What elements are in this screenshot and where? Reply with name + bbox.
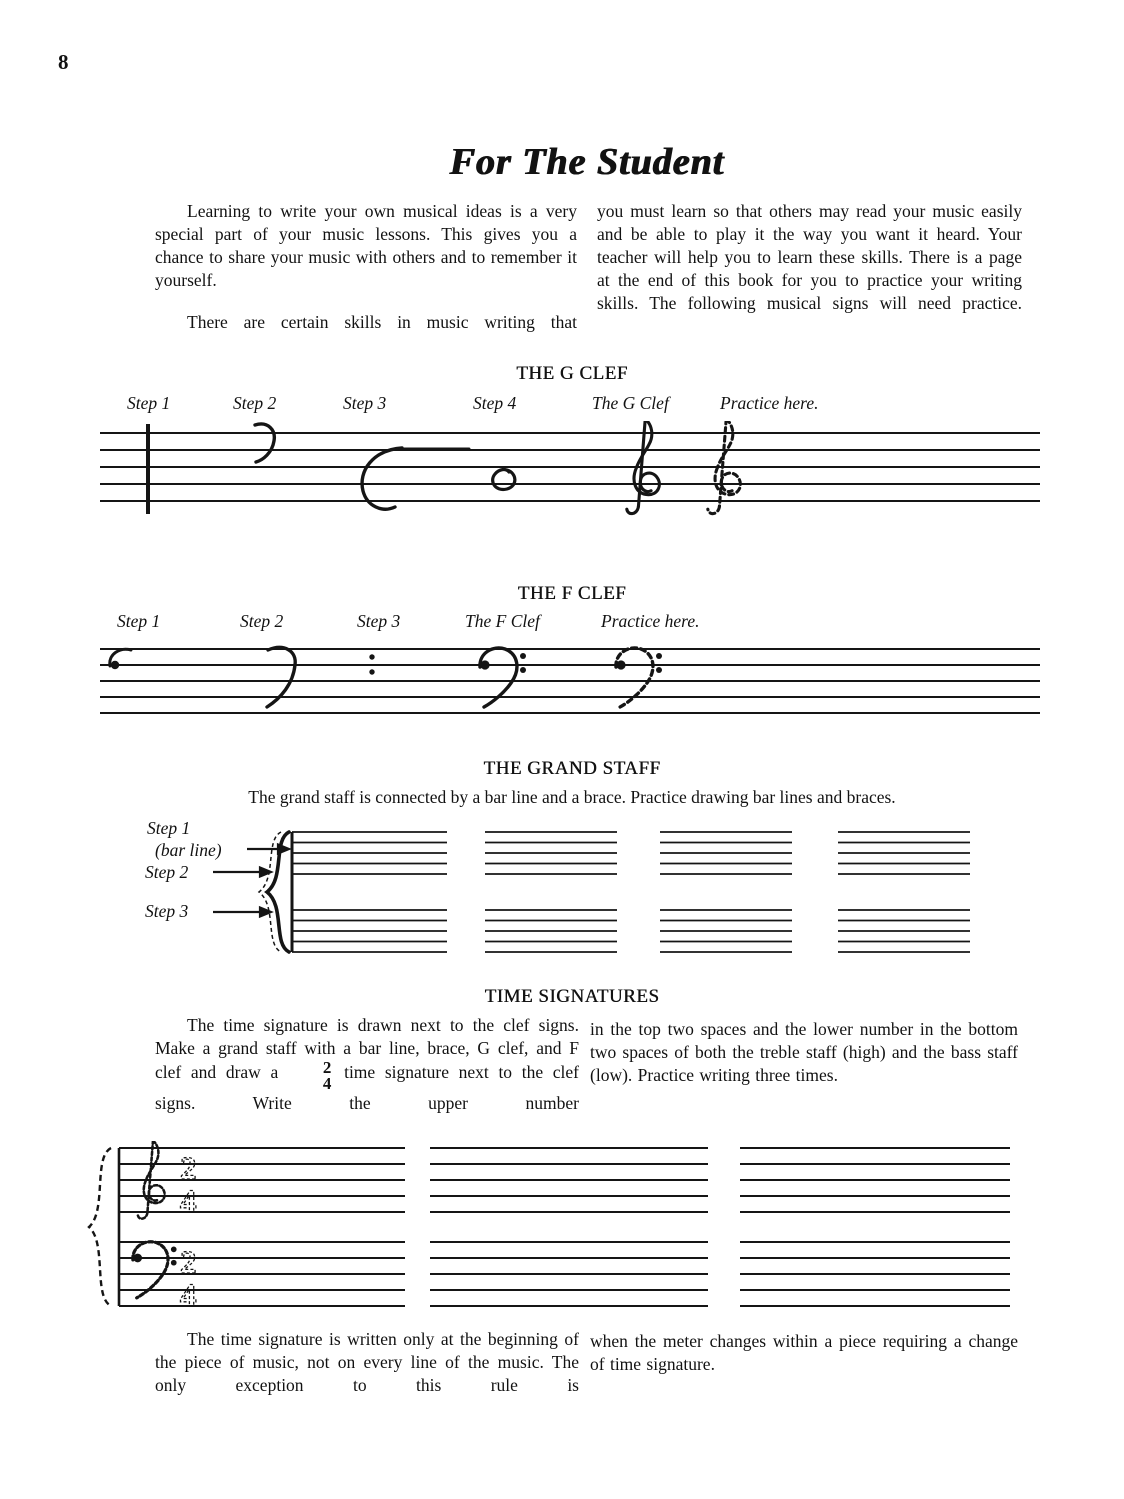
page-number: 8	[58, 50, 69, 74]
intro-paragraph-2: There are certain skills in music writing that	[187, 311, 577, 332]
practice-staves-diagram	[85, 1141, 1035, 1319]
bass-clef-icon	[480, 648, 526, 707]
g-clef-name-label: The G Clef	[592, 393, 669, 413]
f-clef-staff	[95, 641, 1045, 731]
example-grand-staff	[292, 832, 447, 952]
g-step3-curve-icon	[362, 448, 469, 509]
ts-text-before: The time signature is drawn next to the clef signs. Make a grand staff with a bar line, brace, G clef, and F clef and draw a	[155, 1015, 579, 1082]
grand-staff-instruction: The grand staff is connected by a bar line and a brace. Practice drawing bar lines and braces.	[248, 787, 896, 807]
closing-paragraph-left: The time signature is written only at the beginning of the piece of music, not on every line of the music. The only exception to this rule is	[155, 1329, 579, 1395]
f-clef-name-label: The F Clef	[465, 611, 540, 631]
g-step4-label: Step 4	[473, 393, 517, 413]
time-signatures-left-column	[155, 1014, 579, 1134]
practice-grand-staff	[485, 832, 617, 952]
time-signatures-paragraph-right: in the top two spaces and the lower number in the bottom two spaces of both the treble staff (high) and the bass staff (low). Practice writing three times.	[590, 1019, 1018, 1085]
g-clef-exercise	[95, 393, 1045, 528]
time-signatures-heading: TIME SIGNATURES	[484, 986, 660, 1007]
practice-grand-staff	[838, 832, 970, 952]
gs-step1-label: Step 1	[147, 818, 191, 838]
f-step3-label: Step 3	[357, 611, 401, 631]
f-step2-label: Step 2	[240, 611, 284, 631]
g-step2-label: Step 2	[233, 393, 277, 413]
f-step2-curve-icon	[267, 647, 295, 707]
traced-numerator: 2	[180, 1245, 197, 1281]
g-step1-label: Step 1	[127, 393, 171, 413]
ts-text-after: time signature next to the clef signs. Write the upper number	[155, 1061, 579, 1114]
g-practice-here-label: Practice here.	[720, 393, 819, 413]
f-step1-label: Step 1	[117, 611, 161, 631]
g-step2-hook-icon	[255, 424, 274, 462]
g-step3-label: Step 3	[343, 393, 387, 413]
intro-paragraph-1: Learning to write your own musical ideas is a very special part of your music lessons. This gives you a chance to share your music with others and to remember it yourself.	[155, 201, 577, 290]
closing-left-column	[155, 1328, 579, 1416]
grand-staff-heading: THE GRAND STAFF	[483, 758, 661, 779]
time-signature-practice-staves	[85, 1141, 1035, 1319]
traced-denominator: 4	[180, 1278, 197, 1314]
grand-staff-exercise	[95, 816, 1045, 974]
ts-numerator: 2	[322, 1057, 332, 1077]
f-clef-heading: THE F CLEF	[517, 583, 627, 604]
intro-paragraph-3: you must learn so that others may read your music easily and be able to play it the way you want it heard. Your teacher will help you to learn these skills. There is a page at the end of this book for you to practice your writing skills. The following musical signs will need practice.	[597, 201, 1022, 313]
g-clef-heading: THE G CLEF	[516, 363, 628, 384]
practice-grand-staff	[660, 832, 792, 952]
traced-denominator: 4	[180, 1184, 197, 1220]
grand-staff-diagram	[95, 816, 1045, 974]
ts-denominator: 4	[322, 1073, 332, 1093]
f-practice-here-label: Practice here.	[601, 611, 700, 631]
g-clef-staff	[95, 421, 1045, 521]
practice-grand-staff	[740, 1148, 1010, 1306]
f-step1-dot-hook-icon	[110, 649, 131, 669]
gs-step2-label: Step 2	[145, 862, 189, 882]
f-clef-exercise	[95, 611, 1045, 736]
practice-grand-staff	[430, 1148, 708, 1306]
page-title: For The Student	[449, 141, 725, 183]
example-grand-staff	[119, 1148, 405, 1306]
closing-right-column	[590, 1330, 1018, 1395]
traced-numerator: 2	[180, 1151, 197, 1187]
staff-lines	[100, 649, 1040, 713]
staff-lines	[100, 433, 1040, 501]
g-step4-spiral-icon	[493, 470, 515, 490]
practice-bass-clef-icon	[616, 648, 662, 707]
gs-barline-label: (bar line)	[155, 840, 222, 860]
closing-paragraph-right: when the meter changes within a piece requiring a change of time signature.	[590, 1331, 1018, 1374]
gs-step3-label: Step 3	[145, 901, 189, 921]
time-signature-fraction	[288, 1057, 335, 1093]
intro-right-column	[597, 200, 1022, 334]
practice-grand-staves	[485, 832, 970, 952]
time-signatures-paragraph	[155, 1014, 579, 1115]
intro-left-column	[155, 200, 577, 353]
traced-brace-icon	[89, 1148, 111, 1306]
time-signatures-right-column	[590, 1018, 1018, 1106]
